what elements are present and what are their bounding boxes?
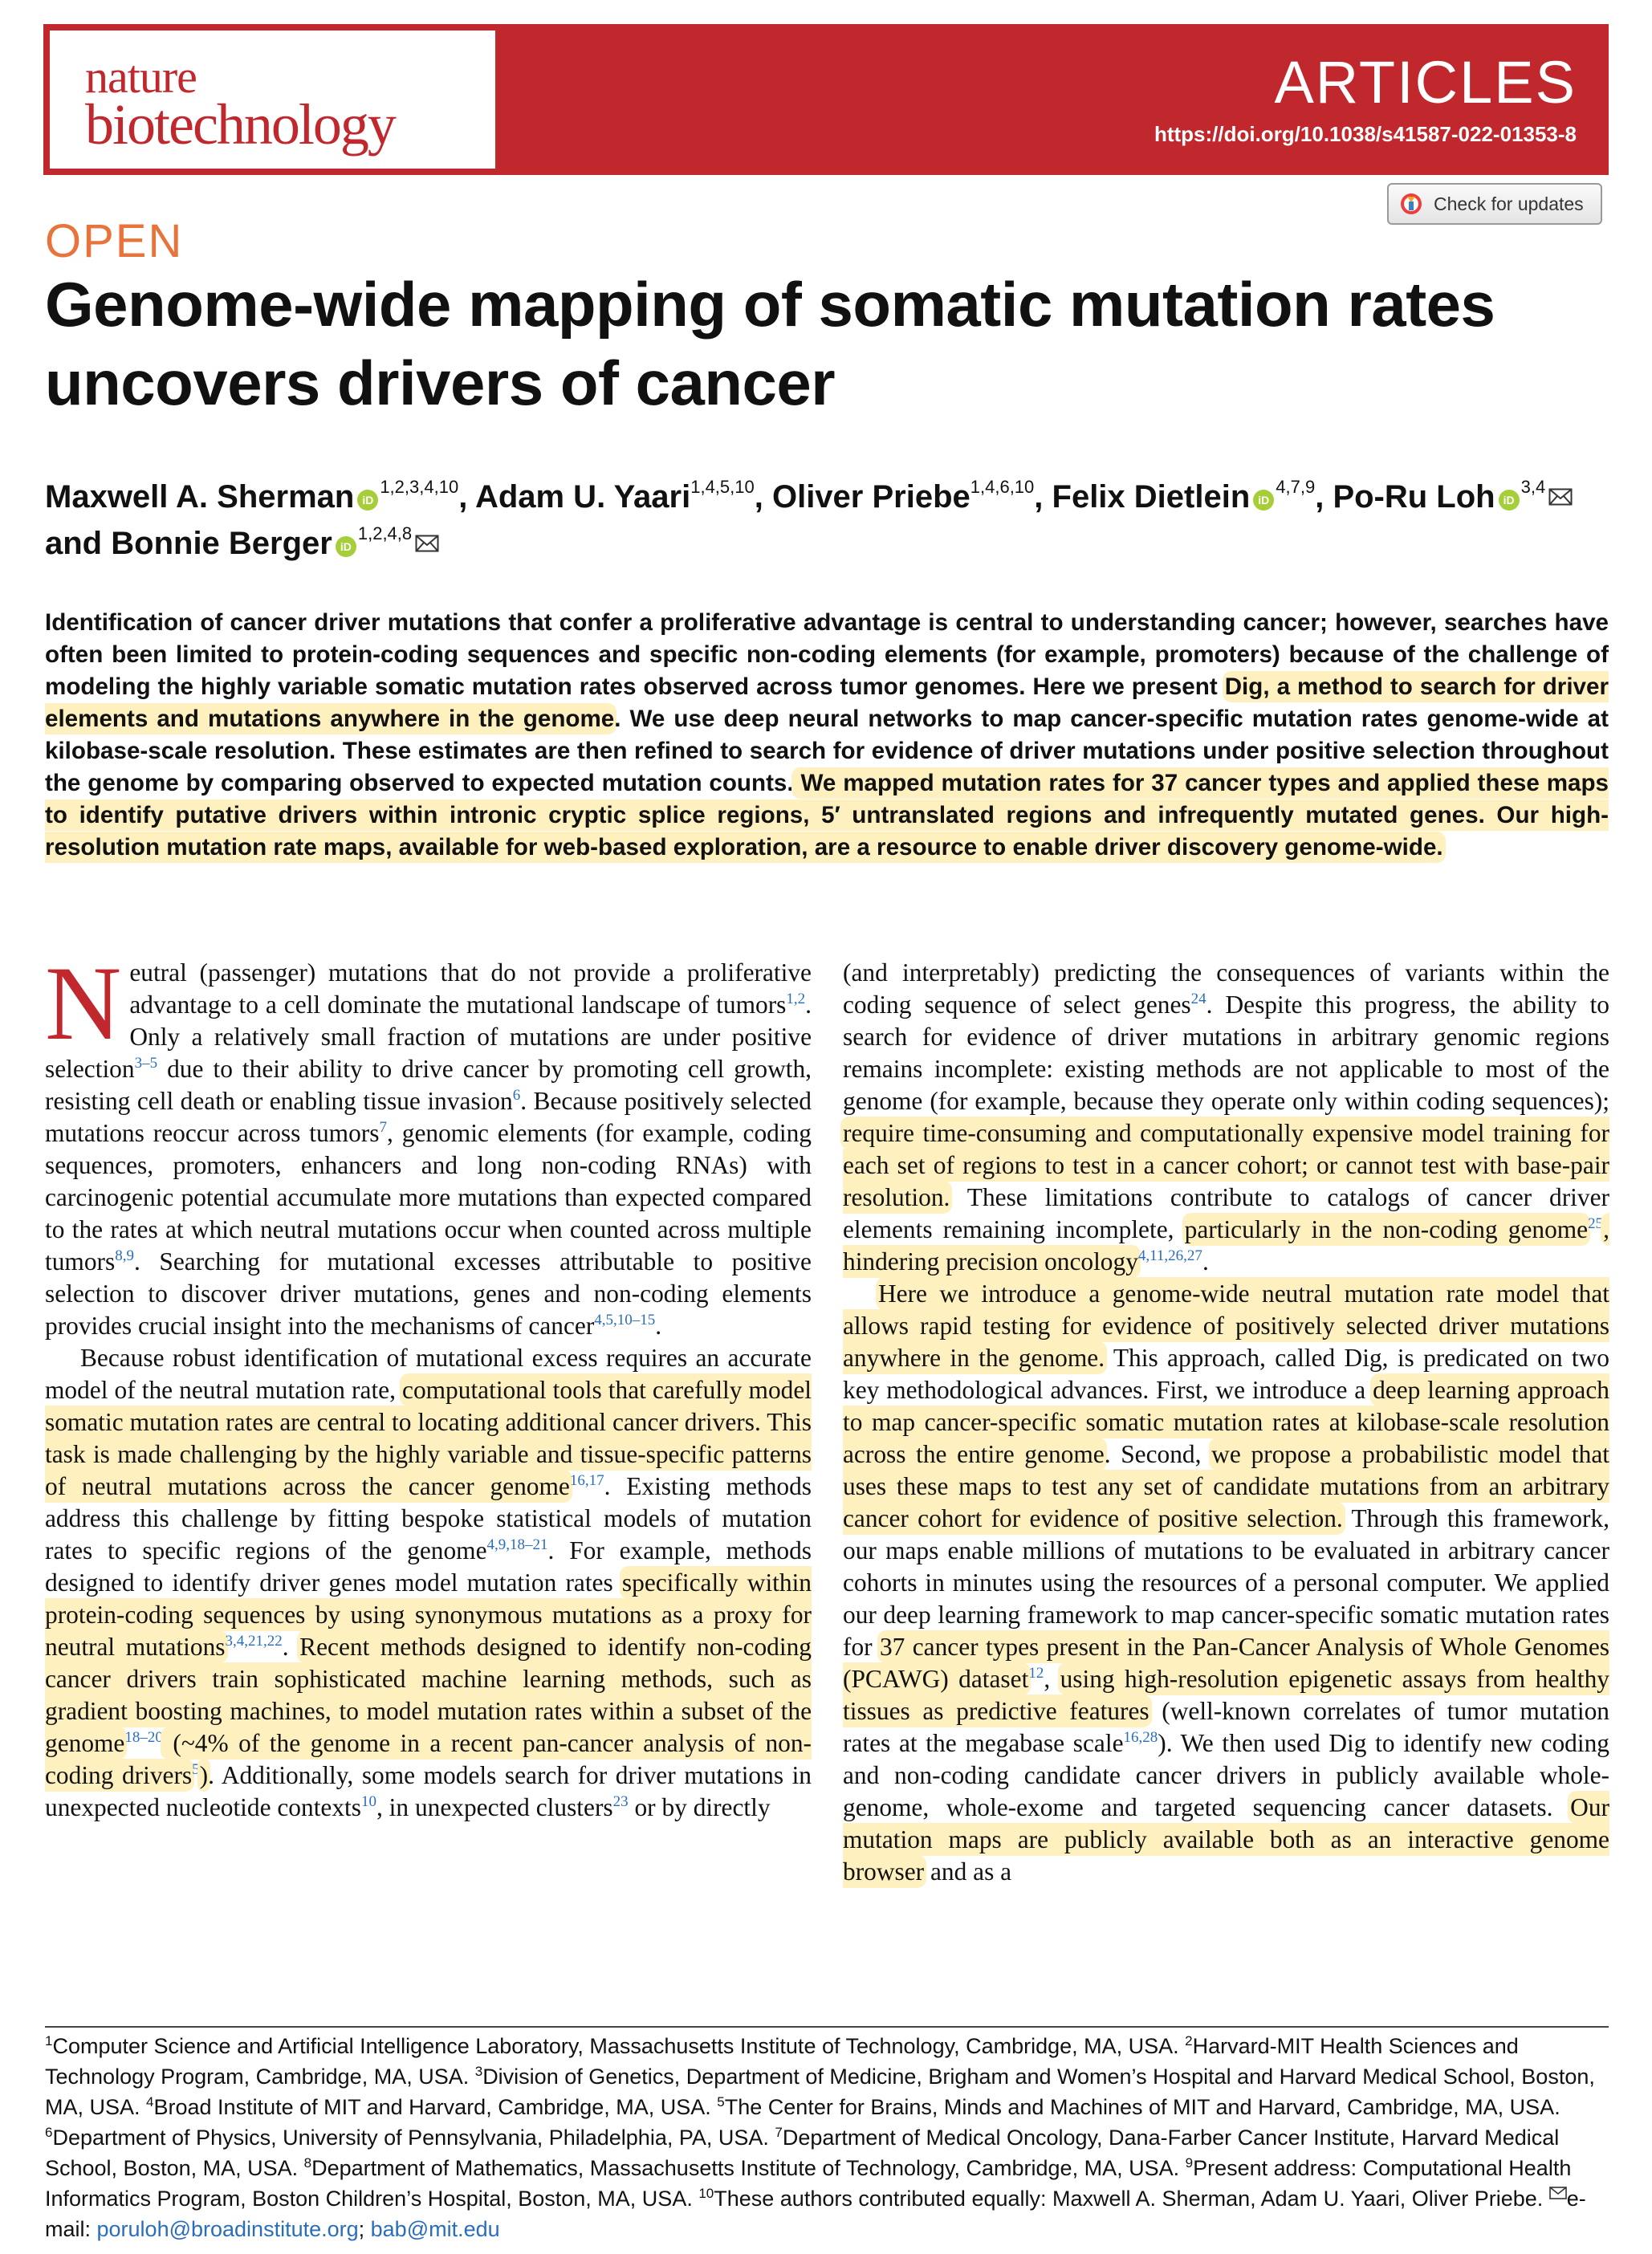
author[interactable]	[475, 479, 755, 515]
text-run: . For example, methods designed to identify driver genes model mutation rates	[45, 1536, 812, 1597]
author-affiliation-numbers: 1,2,3,4,10	[380, 477, 459, 497]
citation-ref[interactable]: 7	[379, 1119, 387, 1136]
text-run: These limitations contribute to catalogs of cancer driver elements remaining incomplete,	[843, 1183, 1609, 1243]
highlighted-text: computational tools that carefully model somatic mutation rates are central to locating additional cancer drivers. This task is made challenging by the highly variable and tissue-specific patterns of neutral mutations across the cancer genome	[45, 1376, 812, 1500]
section-label: ARTICLES	[1274, 49, 1577, 116]
highlighted-text: Dig, a method to search for driver elements and mutations anywhere in the genome	[45, 673, 1609, 732]
text-run: , genomic elements (for example, coding sequences, promoters, enhancers and long non-coding RNAs) with carcinogenic potential accumulate more mutations than expected compared to the rates at which neutral mutations occur when counted across multiple tumors	[45, 1119, 812, 1276]
footnote-text: The Center for Brains, Minds and Machines of MIT and Harvard, Cambridge, MA, USA.	[724, 2095, 1560, 2119]
abstract	[45, 607, 1609, 864]
author[interactable]	[1052, 479, 1316, 515]
text-run: eutral (passenger) mutations that do not provide a proliferative advantage to a cell dominate the mutational landscape of tumors	[129, 958, 812, 1019]
author-conjunction: and	[45, 526, 103, 561]
text-run: ,	[1044, 1665, 1060, 1693]
citation-ref[interactable]: 3–5	[134, 1055, 158, 1072]
text-run: . We use deep neural networks to map cancer-specific mutation rates genome-wide at kilobase-scale resolution. These estimates are then refined to search for evidence of driver mutations under positive selection throughout the genome by comparing observed to expected mutation counts.	[45, 706, 1609, 796]
text-run: (and interpretably) predicting the consequences of variants within the coding sequence of select genes	[843, 958, 1609, 1019]
footnote-text: Present address: Computational Health Informatics Program, Boston Children’s Hospital, Boston, MA, USA.	[45, 2156, 1572, 2211]
check-for-updates-button[interactable]	[1387, 183, 1602, 225]
highlighted-text: deep learning approach to map cancer-specific somatic mutation rates at kilobase-scale resolution across the entire genome	[843, 1376, 1609, 1468]
contact-prefix: e-mail:	[45, 2187, 1586, 2241]
author[interactable]	[45, 479, 458, 515]
text-run: and as a	[924, 1857, 1012, 1886]
journal-logo-line2: biotechnology	[85, 92, 395, 157]
text-run: . Existing methods address this challenge by fitting bespoke statistical models of mutation rates to specific regions of the genome	[45, 1472, 812, 1564]
orcid-icon[interactable]: iD	[336, 536, 356, 557]
footnote-divider	[45, 2026, 1609, 2028]
footnote-text: Broad Institute of MIT and Harvard, Cambridge, MA, USA.	[153, 2095, 718, 2119]
footnote-number: 9	[1185, 2155, 1194, 2171]
citation-ref[interactable]: 10	[360, 1793, 376, 1810]
text-run: . Because positively selected mutations reoccur across tumors	[45, 1087, 812, 1147]
author-name: Felix Dietlein	[1052, 479, 1251, 515]
text-run: Identification of cancer driver mutations that confer a proliferative advantage is central to understanding cancer; however, searches have often been limited to protein-coding sequences and specific non-coding elements (for example, promoters) because of the challenge of modeling the highly variable somatic mutation rates observed across tumor genomes. Here we present	[45, 609, 1609, 700]
text-run: . Second,	[1104, 1440, 1212, 1468]
highlighted-text: 37 cancer types present in the Pan-Cancer Analysis of Whole Genomes (PCAWG) dataset	[843, 1633, 1610, 1693]
text-run: Through this framework, our maps enable millions of mutations to be evaluated in arbitrary cancer cohorts in minutes using the resources of a personal computer. We applied our deep learning framework to map cancer-specific somatic mutation rates for	[843, 1504, 1609, 1661]
author-affiliation-numbers: 4,7,9	[1276, 477, 1316, 497]
author-name: Maxwell A. Sherman	[45, 479, 355, 515]
body-paragraph	[843, 1278, 1609, 1888]
highlighted-text: )	[199, 1761, 209, 1789]
footnote-number: 1	[45, 2033, 53, 2049]
orcid-icon[interactable]: iD	[357, 490, 378, 511]
orcid-icon[interactable]: iD	[1253, 490, 1274, 511]
orcid-icon[interactable]: iD	[1499, 490, 1520, 511]
author-affiliation-numbers: 1,4,5,10	[690, 477, 755, 497]
body-column-left	[45, 944, 812, 1824]
footnote-number: 6	[45, 2125, 53, 2140]
text-run: Because robust identification of mutational excess requires an accurate model of the neutral mutation rate,	[45, 1344, 812, 1404]
text-run: due to their ability to drive cancer by promoting cell growth, resisting cell death or enabling tissue invasion	[45, 1055, 812, 1115]
author-name: Adam U. Yaari	[474, 479, 691, 515]
footnote-text: Department of Medical Oncology, Dana-Farber Cancer Institute, Harvard Medical School, Boston, MA, USA.	[45, 2126, 1560, 2180]
author-name: Bonnie Berger	[111, 526, 332, 561]
email-link[interactable]: poruloh@broadinstitute.org	[96, 2217, 359, 2241]
text-run: or by directly	[628, 1793, 771, 1821]
envelope-icon[interactable]	[415, 535, 439, 552]
text-run: . Only a relatively small fraction of mutations are under positive selection	[45, 991, 812, 1083]
footnote-text: Department of Physics, University of Pennsylvania, Philadelphia, PA, USA.	[52, 2126, 775, 2150]
text-run: . Searching for mutational excesses attributable to positive selection to discover driver mutations, genes and non-coding elements provides crucial insight into the mechanisms of cancer	[45, 1247, 812, 1340]
text-run: . Additionally, some models search for driver mutations in unexpected nucleotide contexts	[45, 1761, 812, 1821]
highlighted-text: (~4% of the genome in a recent pan-cancer analysis of non-coding drivers	[45, 1729, 812, 1789]
affiliation-footnotes	[45, 2031, 1609, 2244]
citation-ref[interactable]: 4,5,10–15	[594, 1312, 656, 1328]
highlighted-text: specifically within protein-coding sequences by using synonymous mutations as a proxy for neutral mutations	[45, 1568, 812, 1661]
footnote-number: 5	[717, 2094, 725, 2110]
open-access-label: OPEN	[45, 215, 184, 267]
citation-ref[interactable]: 4,11,26,27	[1137, 1247, 1202, 1264]
highlighted-text: Our mutation maps are publicly available both as an interactive genome browser	[843, 1793, 1609, 1886]
citation-ref[interactable]: 16,28	[1123, 1729, 1158, 1746]
author[interactable]	[1333, 479, 1573, 515]
footnote-number: 10	[698, 2186, 714, 2201]
text-run: .	[1202, 1247, 1209, 1276]
drop-cap: N	[45, 944, 122, 1062]
highlighted-text: , hindering precision oncology	[843, 1215, 1609, 1276]
doi-link[interactable]: https://doi.org/10.1038/s41587-022-01353-8	[1154, 122, 1577, 146]
footnote-number: 3	[474, 2064, 483, 2079]
author-name: Po-Ru Loh	[1333, 479, 1495, 515]
text-run: . Despite this progress, the ability to search for evidence of driver mutations in arbitrary genomic regions remains incomplete: existing methods are not applicable to most of the genome (for example, because they operate only within coding sequences);	[843, 991, 1610, 1115]
highlighted-text: using high-resolution epigenetic assays from healthy tissues as predictive features	[843, 1665, 1609, 1725]
text-run: ). We then used Dig to identify new coding and non-coding candidate cancer drivers in publicly available whole-genome, whole-exome and targeted sequencing cancer datasets.	[843, 1729, 1609, 1821]
text-run: This approach, called Dig, is predicated on two key methodological advances. First, we introduce a	[843, 1344, 1610, 1404]
body-paragraph	[45, 944, 812, 1342]
citation-ref[interactable]: 12	[1028, 1665, 1044, 1682]
author-list: Maxwell A. Sherman iD$^{1,2,3,4,10}$, Adam U. Yaari$^{1,4,5,10}$, Oliver Priebe$^{1,4,6,10}$, Felix Dietlein iD$^{4,7,9}$, Po-Ru Loh iD$^{3,4}$ and Bonnie Berger iD$^{1,2,4,8}$	[45, 474, 1610, 567]
footnote-text: These authors contributed equally: Maxwell A. Sherman, Adam U. Yaari, Oliver Priebe.	[714, 2187, 1549, 2211]
citation-ref[interactable]: 5	[192, 1761, 200, 1778]
footnote-number: 2	[1185, 2033, 1193, 2049]
article-title: Genome-wide mapping of somatic mutation rates uncovers drivers of cancer	[45, 269, 1495, 418]
highlighted-text: Here we introduce a genome-wide neutral mutation rate model that allows rapid testing for evidence of positively selected driver mutations anywhere in the genome.	[843, 1280, 1609, 1372]
highlighted-text: We mapped mutation rates for 37 cancer types and applied these maps to identify putative drivers within intronic cryptic splice regions, 5′ untranslated regions and infrequently mutated genes. Our high-resolution mutation rate maps, available for web-based exploration, are a resource to enable driver discovery genome-wide.	[45, 770, 1609, 861]
citation-ref[interactable]: 25	[1588, 1215, 1604, 1232]
highlighted-text: Recent methods designed to identify non-coding cancer drivers train sophisticated machine learning methods, such as gradient boosting machines, to model mutation rates within a subset of the genome	[45, 1633, 812, 1757]
contact-separator: ;	[358, 2217, 371, 2241]
email-link[interactable]: bab@mit.edu	[370, 2217, 500, 2241]
citation-ref[interactable]: 18–20	[124, 1729, 163, 1746]
citation-ref[interactable]: 24	[1190, 991, 1206, 1007]
footnote-text: Department of Mathematics, Massachusetts Institute of Technology, Cambridge, MA, USA.	[311, 2156, 1186, 2180]
citation-ref[interactable]: 23	[612, 1793, 629, 1810]
author-name: Oliver Priebe	[771, 479, 970, 515]
body-column-right	[843, 957, 1609, 1888]
author[interactable]	[111, 523, 439, 561]
citation-ref[interactable]: 1,2	[786, 991, 806, 1007]
text-run: , in unexpected clusters	[376, 1793, 613, 1821]
footnote-text: Division of Genetics, Department of Medicine, Brigham and Women’s Hospital and Harvard Medical School, Boston, MA, USA.	[45, 2065, 1595, 2119]
highlighted-text: particularly in the non-coding genome	[1184, 1215, 1589, 1243]
check-for-updates-label: Check for updates	[1434, 193, 1584, 214]
footnote-number: 4	[146, 2094, 154, 2110]
envelope-icon[interactable]	[1548, 488, 1573, 506]
footnote-number: 8	[303, 2155, 312, 2171]
text-run: (well-known correlates of tumor mutation rates at the megabase scale	[843, 1697, 1609, 1757]
citation-ref[interactable]: 6	[512, 1087, 521, 1104]
highlighted-text: we propose a probabilistic model that uses these maps to test any set of candidate mutations from an arbitrary cancer cohort for evidence of positive selection.	[843, 1440, 1609, 1532]
citation-ref[interactable]: 3,4,21,22	[225, 1633, 283, 1650]
author-affiliation-numbers: 3,4	[1520, 477, 1546, 497]
footnote-text: Computer Science and Artificial Intelligence Laboratory, Massachusetts Institute of Technology, Cambridge, MA, USA.	[52, 2034, 1186, 2058]
crossmark-icon	[1400, 193, 1422, 215]
text-run: .	[282, 1633, 300, 1661]
body-paragraph	[45, 1342, 812, 1824]
footnote-text: Harvard-MIT Health Sciences and Technology Program, Cambridge, MA, USA.	[45, 2034, 1519, 2089]
author-affiliation-numbers: 1,4,6,10	[970, 477, 1035, 497]
citation-ref[interactable]: 4,9,18–21	[486, 1536, 548, 1553]
author[interactable]	[772, 479, 1034, 515]
citation-ref[interactable]: 8,9	[115, 1247, 134, 1264]
author-affiliation-numbers: 1,2,4,8	[357, 523, 413, 543]
footnote-number: 7	[775, 2125, 783, 2140]
highlighted-text: require time-consuming and computationally expensive model training for each set of regions to test in a cancer cohort; or cannot test with base-pair resolution.	[843, 1119, 1609, 1211]
envelope-icon	[1549, 2187, 1567, 2199]
text-run: .	[655, 1312, 662, 1340]
journal-header	[43, 24, 1609, 175]
journal-logo-line1: nature	[85, 51, 197, 103]
body-paragraph	[843, 957, 1609, 1278]
citation-ref[interactable]: 16,17	[569, 1472, 604, 1489]
journal-logo[interactable]	[50, 31, 495, 169]
